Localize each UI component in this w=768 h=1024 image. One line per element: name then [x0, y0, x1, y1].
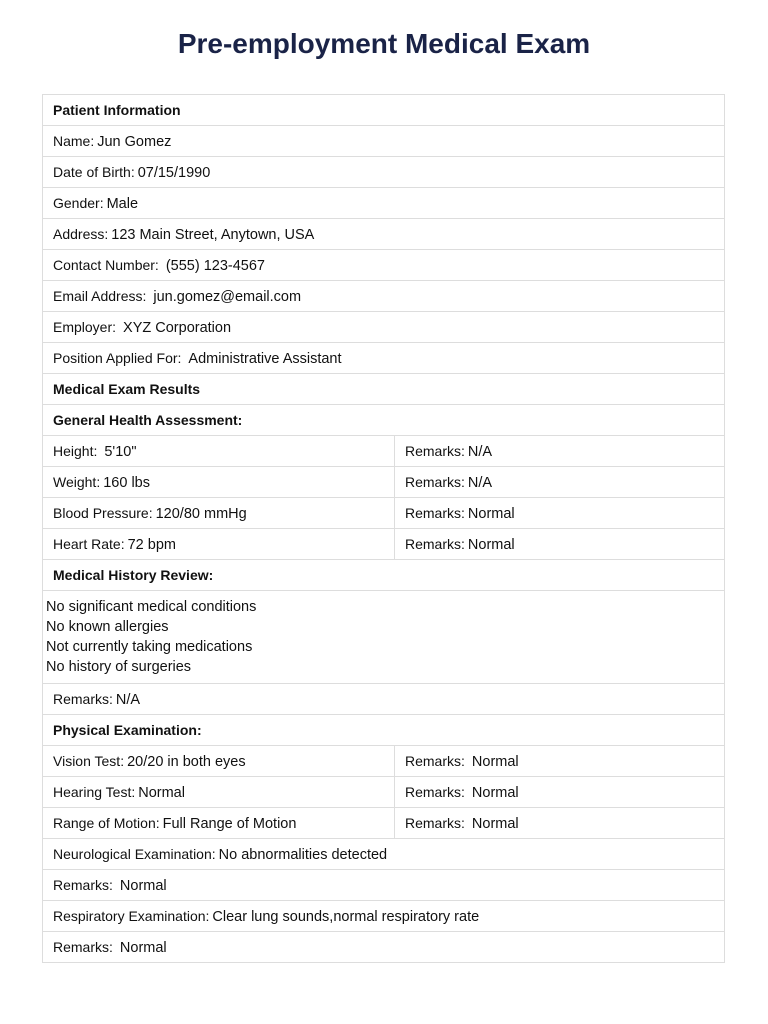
field-value-hearing: Normal: [138, 784, 185, 801]
field-label: Position Applied For:: [53, 349, 182, 366]
field-label: Name:: [53, 132, 95, 149]
section-row: [43, 374, 725, 405]
field-label: Vision Test:: [53, 752, 125, 769]
section-general-health: General Health Assessment:: [43, 405, 725, 436]
field-value-email: jun.gomez@email.com: [153, 288, 302, 305]
section-medical-exam-results: Medical Exam Results: [43, 374, 725, 405]
remarks-label: Remarks:: [405, 442, 465, 459]
neurological-remarks-row: [43, 870, 725, 901]
field-row-weight: [43, 467, 725, 498]
history-remarks-row: [43, 684, 725, 715]
field-row-gender: [43, 188, 725, 219]
field-row-email: [43, 281, 725, 312]
remarks-label: Remarks:: [405, 783, 465, 800]
remarks-label: Remarks:: [405, 814, 465, 831]
field-value-heart-rate: 72 bpm: [127, 536, 176, 553]
field-row-heart-rate: [43, 529, 725, 560]
field-row-vision: [43, 746, 725, 777]
field-label: Address:: [53, 225, 109, 242]
field-value-respiratory: Clear lung sounds,normal respiratory rate: [212, 908, 480, 925]
field-row-position: [43, 343, 725, 374]
field-value-dob: 07/15/1990: [137, 164, 211, 181]
remarks-value: Normal: [119, 939, 167, 956]
field-label: Neurological Examination:: [53, 845, 216, 862]
remarks-value: Normal: [471, 815, 519, 832]
remarks-label: Remarks:: [53, 876, 113, 893]
field-label: Hearing Test:: [53, 783, 136, 800]
section-row: [43, 715, 725, 746]
history-row: [43, 591, 725, 684]
field-value-neurological: No abnormalities detected: [218, 846, 388, 863]
remarks-label: Remarks:: [53, 938, 113, 955]
section-medical-history: Medical History Review:: [43, 560, 725, 591]
field-label: Blood Pressure:: [53, 504, 153, 521]
field-label: Range of Motion:: [53, 814, 160, 831]
remarks-value: Normal: [467, 505, 515, 522]
field-label: Height:: [53, 442, 98, 459]
list-item: No significant medical conditions: [46, 599, 257, 615]
field-row-name: [43, 126, 725, 157]
field-row-employer: [43, 312, 725, 343]
field-label: Respiratory Examination:: [53, 907, 210, 924]
field-value-employer: XYZ Corporation: [123, 319, 232, 336]
remarks-label: Remarks:: [405, 752, 465, 769]
field-value-address: 123 Main Street, Anytown, USA: [111, 226, 315, 243]
field-row-height: [43, 436, 725, 467]
field-row-respiratory: [43, 901, 725, 932]
remarks-value: Normal: [471, 753, 519, 770]
remarks-value: N/A: [467, 443, 493, 460]
field-row-neurological: [43, 839, 725, 870]
field-value-gender: Male: [106, 195, 139, 212]
section-row: [43, 95, 725, 126]
field-row-blood-pressure: [43, 498, 725, 529]
remarks-value: Normal: [471, 784, 519, 801]
remarks-value: N/A: [115, 691, 141, 708]
field-row-contact: [43, 250, 725, 281]
field-value-height: 5'10": [104, 443, 137, 460]
field-value-position: Administrative Assistant: [188, 350, 342, 367]
field-label: Date of Birth:: [53, 163, 135, 180]
remarks-label: Remarks:: [405, 504, 465, 521]
section-patient-information: Patient Information: [43, 95, 725, 126]
field-label: Heart Rate:: [53, 535, 125, 552]
remarks-value: Normal: [119, 877, 167, 894]
field-row-range-of-motion: [43, 808, 725, 839]
section-row: [43, 405, 725, 436]
respiratory-remarks-row: [43, 932, 725, 963]
field-label: Employer:: [53, 318, 117, 335]
field-value-contact: (555) 123-4567: [165, 257, 265, 274]
list-item: No history of surgeries: [46, 659, 192, 675]
field-label: Email Address:: [53, 287, 147, 304]
remarks-label: Remarks:: [53, 690, 113, 707]
remarks-value: N/A: [467, 474, 493, 491]
field-label: Contact Number:: [53, 256, 159, 273]
field-value-range-of-motion: Full Range of Motion: [162, 815, 297, 832]
field-value-blood-pressure: 120/80 mmHg: [155, 505, 247, 522]
field-value-vision: 20/20 in both eyes: [127, 753, 246, 770]
field-row-dob: [43, 157, 725, 188]
medical-history-list: [43, 591, 725, 684]
remarks-label: Remarks:: [405, 535, 465, 552]
field-row-hearing: [43, 777, 725, 808]
medical-exam-form: [42, 94, 725, 963]
remarks-label: Remarks:: [405, 473, 465, 490]
field-row-address: [43, 219, 725, 250]
list-item: No known allergies: [46, 619, 169, 635]
field-value-weight: 160 lbs: [103, 474, 150, 491]
section-physical-examination: Physical Examination:: [43, 715, 725, 746]
section-row: [43, 560, 725, 591]
field-label: Weight:: [53, 473, 101, 490]
page-title: Pre-employment Medical Exam: [177, 28, 591, 59]
remarks-value: Normal: [467, 536, 515, 553]
list-item: Not currently taking medications: [46, 639, 253, 655]
field-label: Gender:: [53, 194, 104, 211]
field-value-name: Jun Gomez: [97, 133, 172, 150]
